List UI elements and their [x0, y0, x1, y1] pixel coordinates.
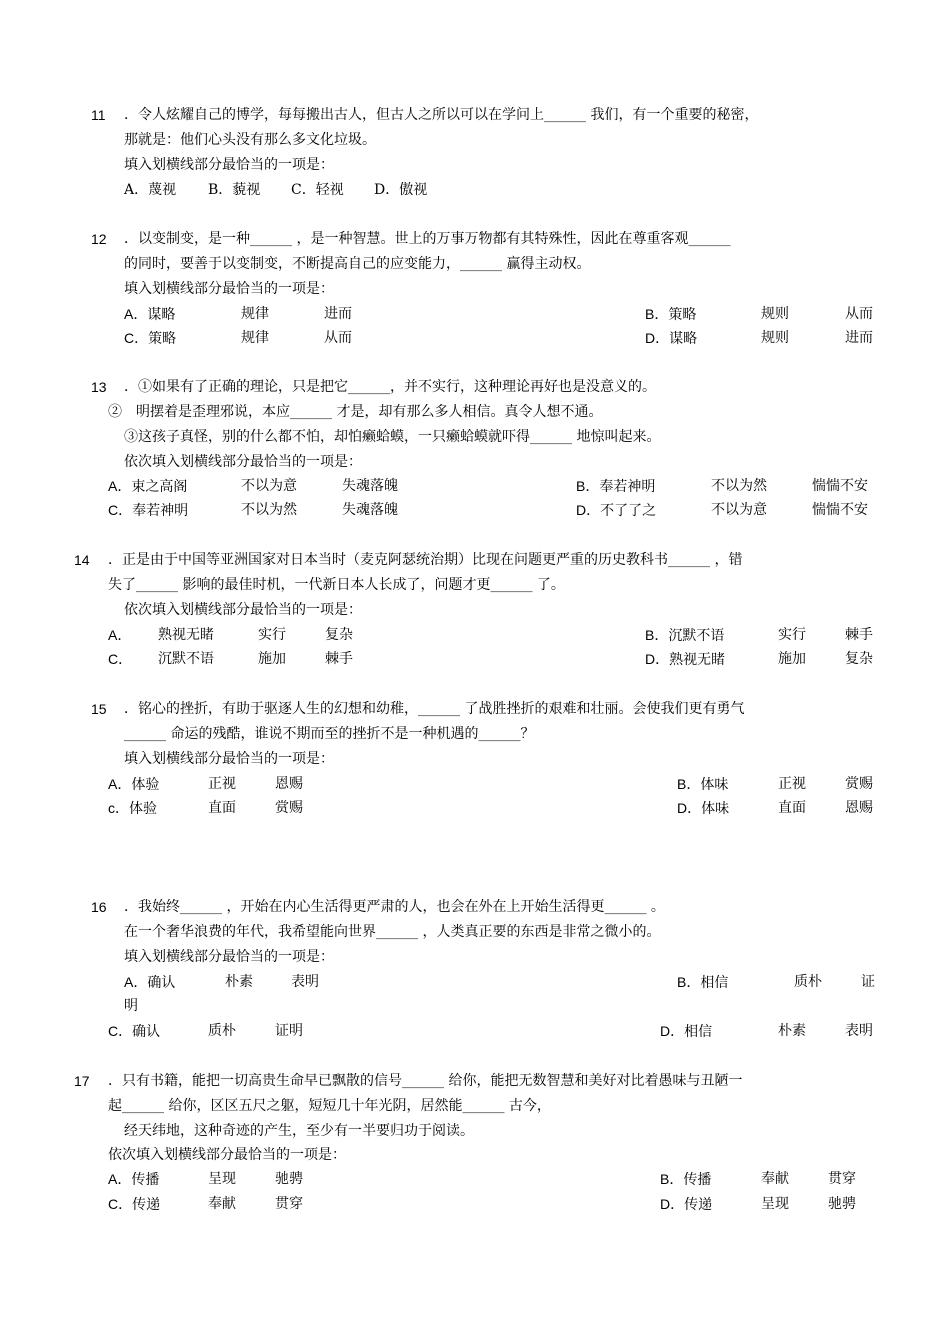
option-c-item: 施加	[258, 651, 286, 667]
option-b-item: 棘手	[845, 627, 873, 643]
option-b: B．体味	[677, 776, 729, 793]
option-c-item: 贯穿	[275, 1196, 303, 1212]
option-b-item: 不以为然	[711, 478, 767, 494]
option-a-item: 表明	[291, 974, 319, 990]
question-text: ．铭心的挫折，有助于驱逐人生的幻想和幼稚，______ 了战胜挫折的艰难和壮丽。会使我们更有勇气	[124, 701, 745, 717]
option-c: C．传递	[108, 1196, 161, 1213]
question-number: 13	[91, 379, 107, 395]
option-d-item: 规则	[761, 330, 789, 346]
option-a: A．谋略	[124, 306, 176, 323]
option-a: A．束之高阁	[108, 478, 188, 495]
question-text: 失了______ 影响的最佳时机，一代新日本人长成了，问题才更______ 了。	[108, 577, 565, 593]
question-text: ______ 命运的残酷，谁说不期而至的挫折不是一种机遇的______？	[124, 726, 535, 742]
option-c-item: 棘手	[325, 651, 353, 667]
question-text: ③这孩子真怪，别的什么都不怕，却怕癞蛤蟆，一只癞蛤蟆就吓得______ 地惊叫起来。	[124, 429, 661, 445]
option-d-item: 进而	[845, 330, 873, 346]
option-d-item: 恩赐	[845, 800, 873, 816]
option-c-item: 质朴	[208, 1023, 236, 1039]
question-instruction: 依次填入划横线部分最恰当的一项是：	[124, 454, 362, 470]
option-b-item: 证	[861, 974, 875, 990]
option-d: D．相信	[660, 1023, 713, 1040]
option-d: D．傲视	[374, 182, 428, 198]
question-text: ．我始终______ ，开始在内心生活得更严肃的人，也会在外在上开始生活得更______ 。	[124, 899, 665, 915]
option-b: B．藐视	[208, 182, 261, 198]
option-d-item: 惴惴不安	[812, 502, 868, 518]
option-d: D．熟视无睹	[645, 651, 726, 668]
option-d-item: 呈现	[761, 1196, 789, 1212]
option-b-item: 从而	[845, 306, 873, 322]
question-text: ．只有书籍，能把一切高贵生命早已飘散的信号______ 给你，能把无数智慧和美好对比着愚味与丑陋一	[108, 1073, 743, 1089]
question-number: 16	[91, 899, 107, 915]
option-c: C．确认	[108, 1023, 161, 1040]
option-a: A．	[108, 627, 132, 643]
question-number: 17	[74, 1073, 90, 1089]
question-instruction: 填入划横线部分最恰当的一项是：	[124, 157, 334, 173]
question-instruction: 填入划横线部分最恰当的一项是：	[124, 751, 334, 767]
option-d-item: 驰骋	[828, 1196, 856, 1212]
option-a-item: 进而	[324, 306, 352, 322]
question-number: 11	[91, 107, 106, 123]
option-c-item: 赏赐	[275, 800, 303, 816]
option-a-item: 朴素	[225, 974, 253, 990]
question-instruction: 填入划横线部分最恰当的一项是：	[124, 281, 334, 297]
option-d: D．体味	[677, 800, 730, 817]
option-c-item: 不以为然	[241, 502, 297, 518]
option-c: c．体验	[108, 800, 157, 817]
option-b: B．策略	[645, 306, 697, 323]
question-text: 经天纬地，这种奇迹的产生，至少有一半要归功于阅读。	[124, 1123, 474, 1139]
question-text: ② 明摆着是歪理邪说，本应______ 才是，却有那么多人相信。真令人想不通。	[108, 404, 603, 420]
option-b: B．奉若神明	[576, 478, 656, 495]
option-c-item: 失魂落魄	[342, 502, 398, 518]
option-a-item: 实行	[258, 627, 286, 643]
question-text: ．令人炫耀自己的博学，每每搬出古人，但古人之所以可以在学问上______ 我们，有一个重要的秘密，	[124, 107, 759, 123]
option-c-item: 从而	[324, 330, 352, 346]
option-a-item: 复杂	[325, 627, 353, 643]
option-b: B．沉默不语	[645, 627, 725, 644]
option-a: A．体验	[108, 776, 160, 793]
option-c-item: 证明	[275, 1023, 303, 1039]
option-d-item: 复杂	[845, 651, 873, 667]
option-d: D．传递	[660, 1196, 713, 1213]
option-a: A．蔑视	[124, 182, 177, 198]
option-d-item: 施加	[778, 651, 806, 667]
option-a-item: 不以为意	[241, 478, 297, 494]
option-c: C．奉若神明	[108, 502, 189, 519]
question-text: 的同时，要善于以变制变，不断提高自己的应变能力，______ 赢得主动权。	[124, 256, 591, 272]
option-d-item: 不以为意	[711, 502, 767, 518]
option-b-item: 正视	[778, 776, 806, 792]
option-a-item: 熟视无睹	[158, 627, 214, 643]
option-a-item-wrap: 明	[124, 998, 138, 1014]
option-d: D．不了了之	[576, 502, 657, 519]
option-c-item: 奉献	[208, 1196, 236, 1212]
option-c: C．	[108, 651, 133, 667]
option-d-item: 表明	[845, 1023, 873, 1039]
option-a: A．确认	[124, 974, 176, 991]
option-b-item: 质朴	[794, 974, 822, 990]
question-number: 12	[91, 231, 107, 247]
option-c: C．轻视	[291, 182, 344, 198]
question-text: ．①如果有了正确的理论，只是把它______，并不实行，这种理论再好也是没意义的。	[124, 379, 656, 395]
option-d-item: 朴素	[778, 1023, 806, 1039]
option-a-item: 呈现	[208, 1171, 236, 1187]
option-b-item: 奉献	[761, 1171, 789, 1187]
question-instruction: 依次填入划横线部分最恰当的一项是：	[108, 1147, 346, 1163]
question-text: 在一个奢华浪费的年代，我希望能向世界______ ，人类真正要的东西是非常之微小的。	[124, 924, 661, 940]
question-number: 15	[91, 701, 107, 717]
option-b-item: 贯穿	[828, 1171, 856, 1187]
option-c: C．策略	[124, 330, 177, 347]
option-b-item: 惴惴不安	[812, 478, 868, 494]
option-d: D．谋略	[645, 330, 698, 347]
option-c-item: 直面	[208, 800, 236, 816]
option-a-item: 恩赐	[275, 776, 303, 792]
option-c-item: 沉默不语	[158, 651, 214, 667]
option-b: B．相信	[677, 974, 729, 991]
option-b: B．传播	[660, 1171, 712, 1188]
option-b-item: 赏赐	[845, 776, 873, 792]
question-instruction: 填入划横线部分最恰当的一项是：	[124, 949, 334, 965]
option-b-item: 实行	[778, 627, 806, 643]
question-text: ．正是由于中国等亚洲国家对日本当时（麦克阿瑟统治期）比现在问题更严重的历史教科书______ ，错	[108, 552, 743, 568]
option-a-item: 正视	[208, 776, 236, 792]
question-instruction: 依次填入划横线部分最恰当的一项是：	[124, 602, 362, 618]
question-number: 14	[74, 552, 90, 568]
option-c-item: 规律	[241, 330, 269, 346]
option-a-item: 失魂落魄	[342, 478, 398, 494]
question-text: 起______ 给你，区区五尺之躯，短短几十年光阴，居然能______ 古今，	[108, 1098, 551, 1114]
option-a-item: 驰骋	[275, 1171, 303, 1187]
option-b-item: 规则	[761, 306, 789, 322]
question-text: ．以变制变，是一种______ ，是一种智慧。世上的万事万物都有其特殊性，因此在尊重客观______	[124, 231, 731, 247]
option-a: A．传播	[108, 1171, 160, 1188]
question-text: 那就是：他们心头没有那么多文化垃圾。	[124, 132, 376, 148]
option-a-item: 规律	[241, 306, 269, 322]
option-d-item: 直面	[778, 800, 806, 816]
